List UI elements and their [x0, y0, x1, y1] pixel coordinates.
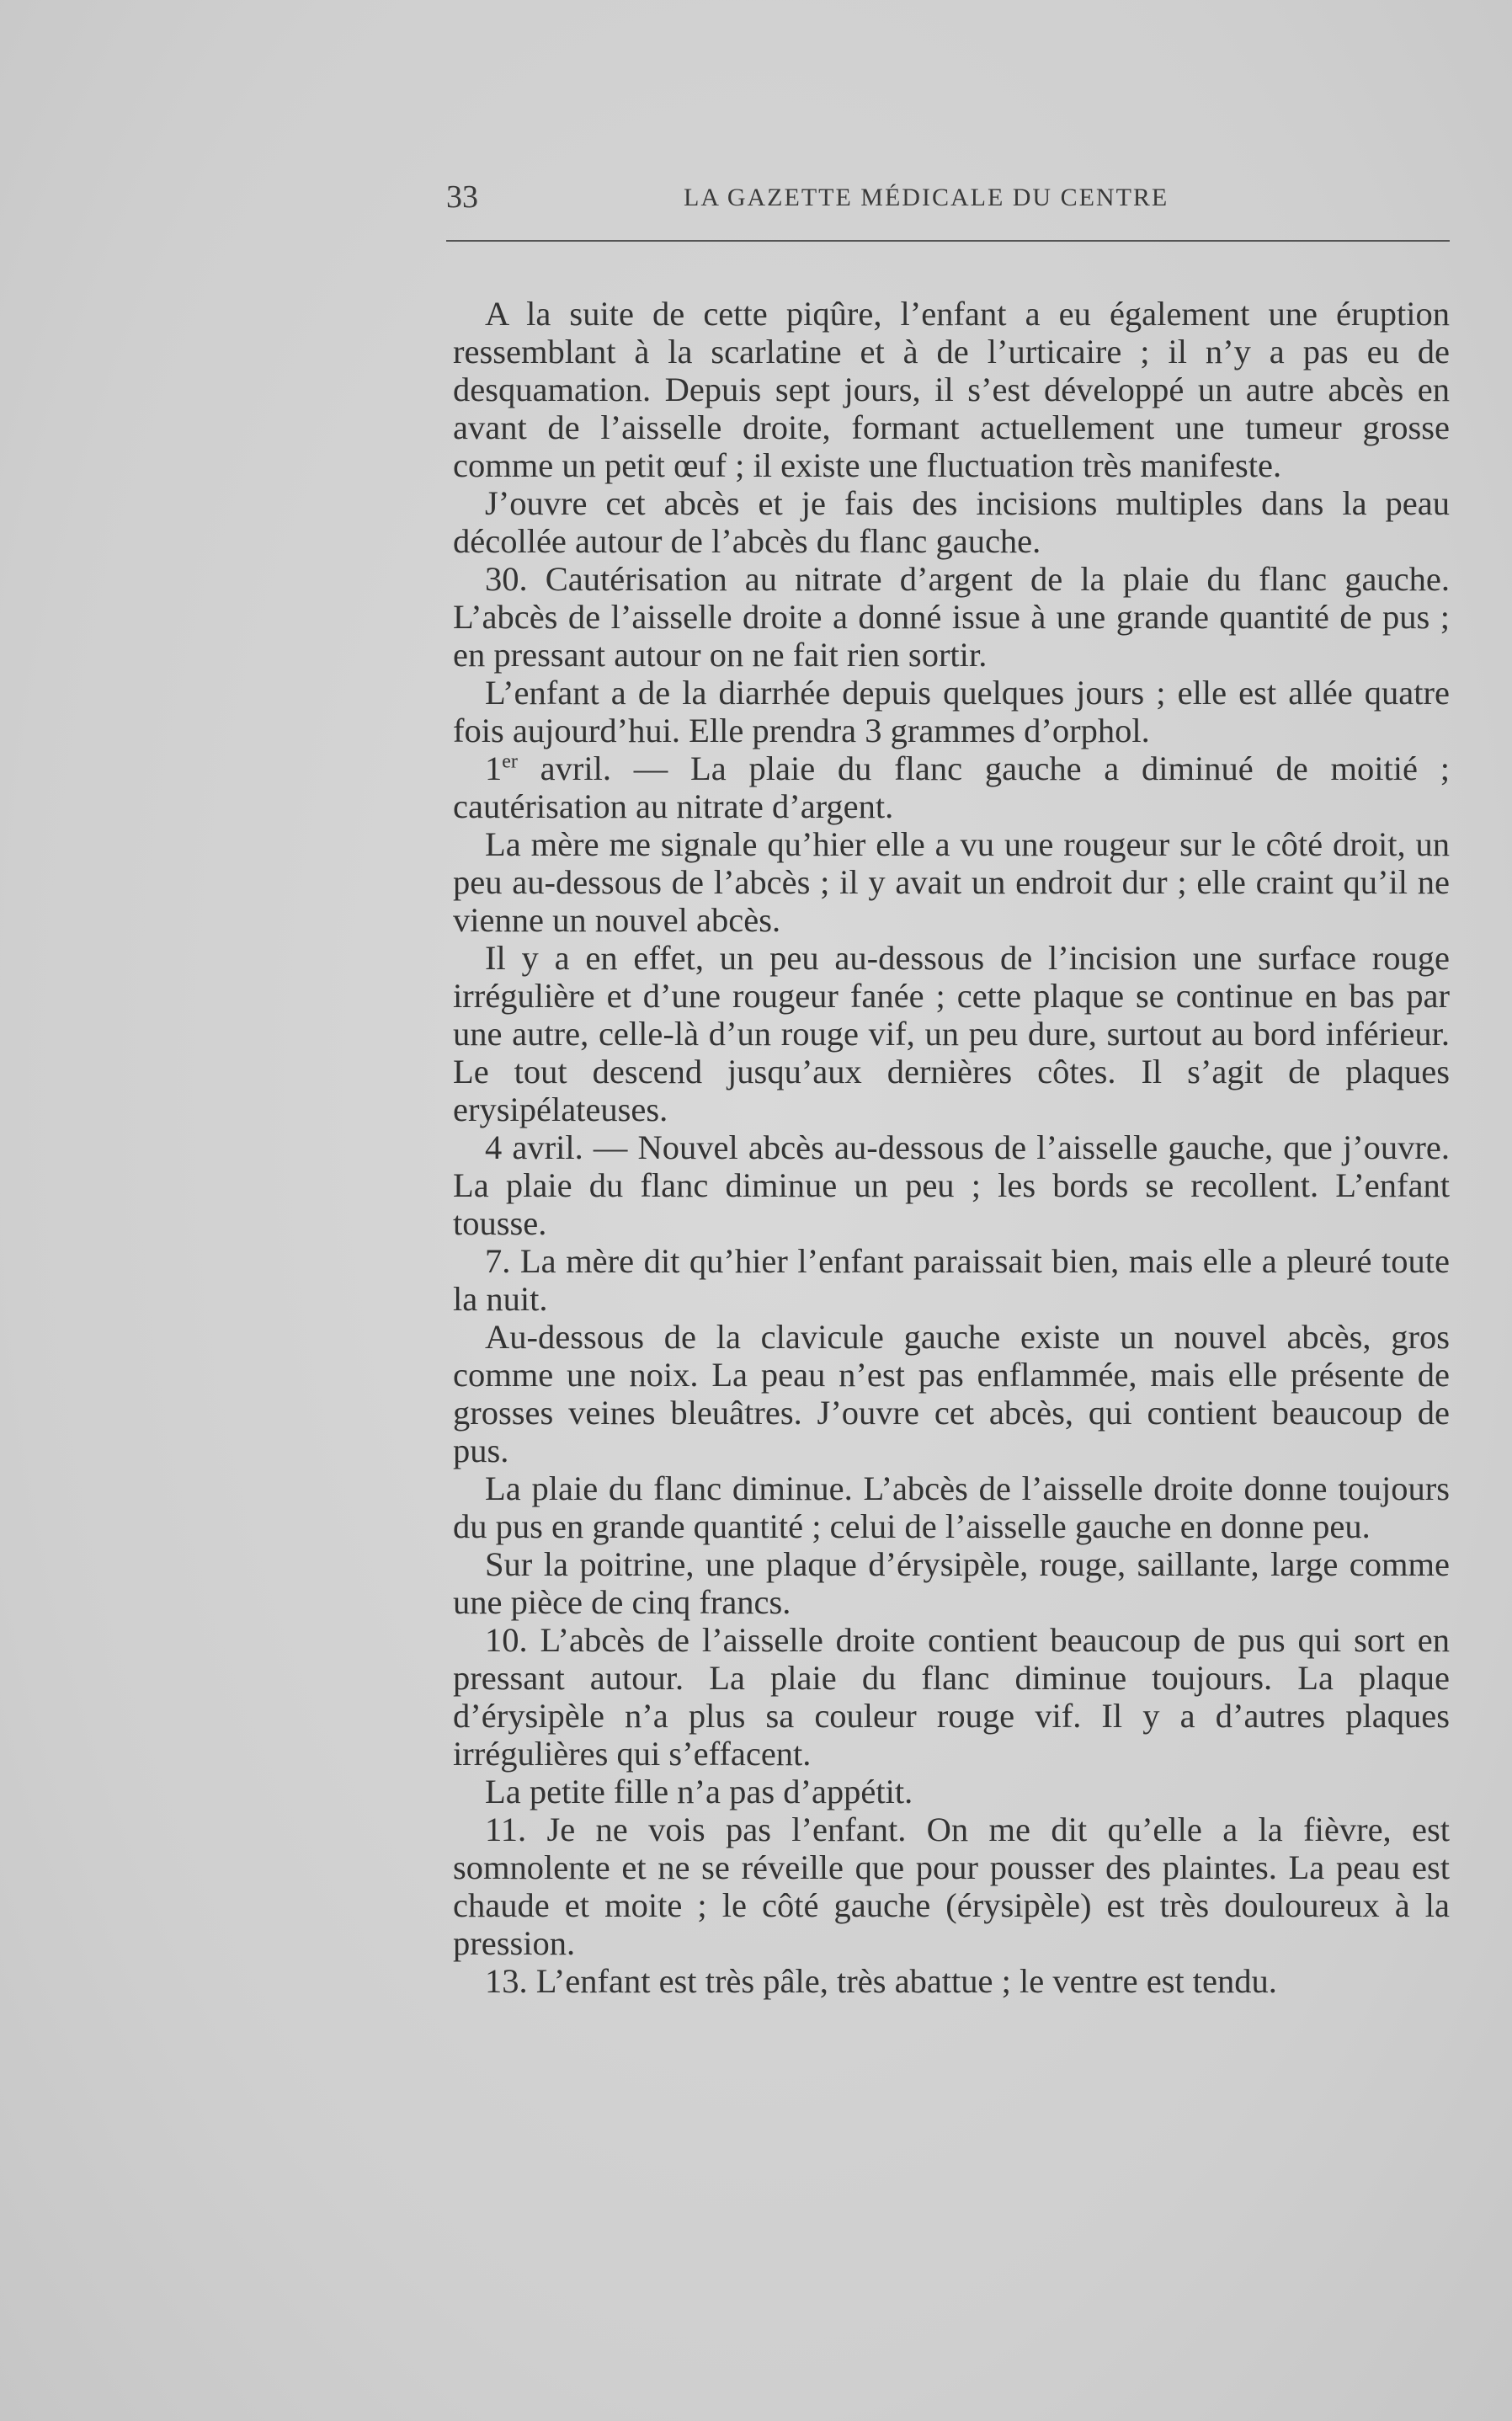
- paragraph: 4 avril. — Nouvel abcès au-dessous de l’aisselle gauche, que j’ouvre. La plaie du flanc diminue un peu ; les bords se recollent. L’enfant tousse.: [453, 1128, 1450, 1242]
- paragraph: 13. L’enfant est très pâle, très abattue ; le ventre est tendu.: [485, 1962, 1277, 2000]
- paragraph-text: avril. — La plaie du flanc gauche a diminué de moitié ; cautérisation au nitrate d’argent.: [453, 749, 1450, 825]
- paragraph: 11. Je ne vois pas l’enfant. On me dit qu’elle a la fièvre, est somnolente et ne se réveille que pour pousser des plaintes. La peau est chaude et moite ; le côté gauche (érysipèle) est très douloureux à la pression.: [453, 1810, 1450, 1962]
- ordinal-suffix: er: [502, 750, 518, 773]
- body-text: [453, 295, 1450, 2000]
- paragraph: 30. Cautérisation au nitrate d’argent de la plaie du flanc gauche. L’abcès de l’aisselle droite a donné issue à une grande quantité de pus ; en pressant autour on ne fait rien sortir.: [453, 560, 1450, 674]
- paragraph: Il y a en effet, un peu au-dessous de l’incision une surface rouge irrégulière et d’une rougeur fanée ; cette plaque se continue en bas par une autre, celle-là d’un rouge vif, un peu dure, surtout au bord inférieur. Le tout descend jusqu’aux dernières côtes. Il s’agit de plaques erysipélateuses.: [453, 939, 1450, 1128]
- paragraph: 7. La mère dit qu’hier l’enfant paraissait bien, mais elle a pleuré toute la nuit.: [453, 1242, 1450, 1318]
- paragraph: Sur la poitrine, une plaque d’érysipèle, rouge, saillante, large comme une pièce de cinq francs.: [453, 1545, 1450, 1621]
- page-header: [446, 179, 1450, 221]
- paragraph: 10. L’abcès de l’aisselle droite contient beaucoup de pus qui sort en pressant autour. La plaie du flanc diminue toujours. La plaque d’érysipèle n’a plus sa couleur rouge vif. Il y a d’autres plaques irrégulières qui s’effacent.: [453, 1621, 1450, 1773]
- paragraph: La plaie du flanc diminue. L’abcès de l’aisselle droite donne toujours du pus en grande quantité ; celui de l’aisselle gauche en donne peu.: [453, 1469, 1450, 1545]
- paragraph: A la suite de cette piqûre, l’enfant a eu également une éruption ressemblant à la scarlatine et à de l’urticaire ; il n’y a pas eu de desquamation. Depuis sept jours, il s’est développé un autre abcès en avant de l’aisselle droite, formant actuellement une tumeur grosse comme un petit œuf ; il existe une fluctuation très manifeste.: [453, 295, 1450, 484]
- paragraph: La petite fille n’a pas d’appétit.: [485, 1773, 913, 1810]
- page-number: 33: [446, 179, 478, 215]
- paragraph: J’ouvre cet abcès et je fais des incisions multiples dans la peau décollée autour de l’abcès du flanc gauche.: [453, 484, 1450, 560]
- running-title: LA GAZETTE MÉDICALE DU CENTRE: [684, 184, 1169, 211]
- paragraph: Au-dessous de la clavicule gauche existe un nouvel abcès, gros comme une noix. La peau n’est pas enflammée, mais elle présente de grosses veines bleuâtres. J’ouvre cet abcès, qui contient beaucoup de pus.: [453, 1318, 1450, 1469]
- paragraph: [453, 749, 1450, 825]
- date-number: 1: [485, 749, 503, 787]
- header-rule: [446, 240, 1450, 242]
- paragraph: L’enfant a de la diarrhée depuis quelques jours ; elle est allée quatre fois aujourd’hui. Elle prendra 3 grammes d’orphol.: [453, 674, 1450, 749]
- paragraph: La mère me signale qu’hier elle a vu une rougeur sur le côté droit, un peu au-dessous de l’abcès ; il y avait un endroit dur ; elle craint qu’il ne vienne un nouvel abcès.: [453, 825, 1450, 939]
